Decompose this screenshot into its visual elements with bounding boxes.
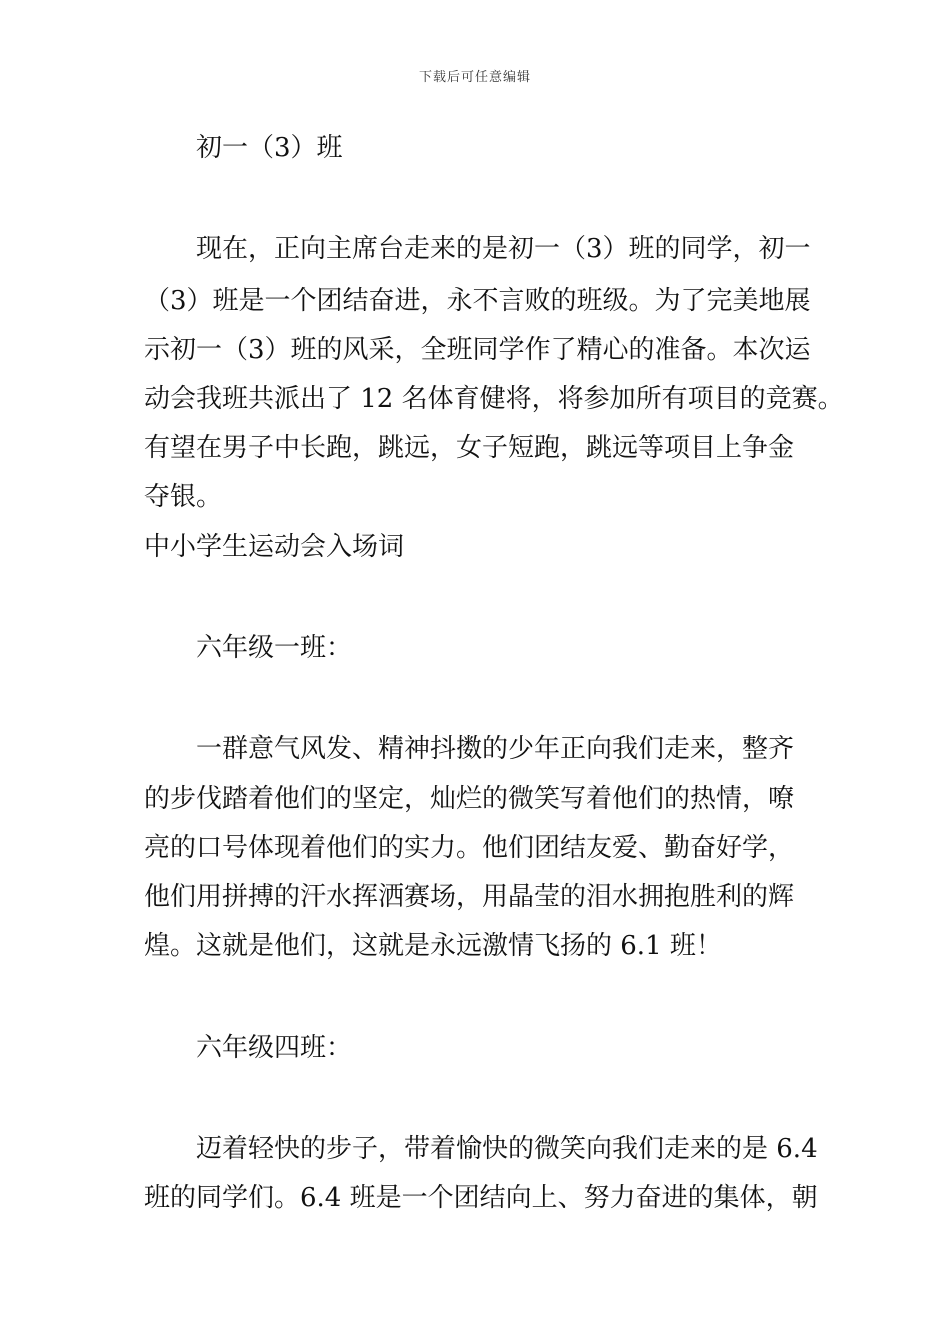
paragraph-line: 班的同学们。6.4 班是一个团结向上、努力奋进的集体，朝 <box>144 1183 818 1213</box>
paragraph-line: 有望在男子中长跑，跳远，女子短跑，跳远等项目上争金 <box>144 433 795 463</box>
section-heading-grade6-class1: 六年级一班： <box>196 633 353 663</box>
paragraph-line: （3）班是一个团结奋进，永不言败的班级。为了完美地展 <box>144 286 811 316</box>
paragraph-line: 迈着轻快的步子，带着愉快的微笑向我们走来的是 6.4 <box>196 1134 818 1164</box>
document-title: 中小学生运动会入场词 <box>144 532 405 562</box>
section-heading-class-1-3: 初一（3）班 <box>196 133 343 163</box>
paragraph-line: 动会我班共派出了 12 名体育健将，将参加所有项目的竞赛。 <box>144 384 844 414</box>
paragraph-line: 一群意气风发、精神抖擞的少年正向我们走来，整齐 <box>196 734 795 764</box>
paragraph-line: 示初一（3）班的风采，全班同学作了精心的准备。本次运 <box>144 335 811 365</box>
section-heading-grade6-class4: 六年级四班： <box>196 1033 353 1063</box>
paragraph-line: 的步伐踏着他们的坚定，灿烂的微笑写着他们的热情，嘹 <box>144 784 795 814</box>
page-header-note: 下载后可任意编辑 <box>418 70 531 85</box>
paragraph-line: 煌。这就是他们，这就是永远激情飞扬的 6.1 班！ <box>144 931 722 961</box>
paragraph-line: 现在，正向主席台走来的是初一（3）班的同学，初一 <box>196 234 811 264</box>
paragraph-line: 亮的口号体现着他们的实力。他们团结友爱、勤奋好学， <box>144 833 795 863</box>
paragraph-line: 他们用拼搏的汗水挥洒赛场，用晶莹的泪水拥抱胜利的辉 <box>144 882 795 912</box>
paragraph-line: 夺银。 <box>144 482 223 512</box>
